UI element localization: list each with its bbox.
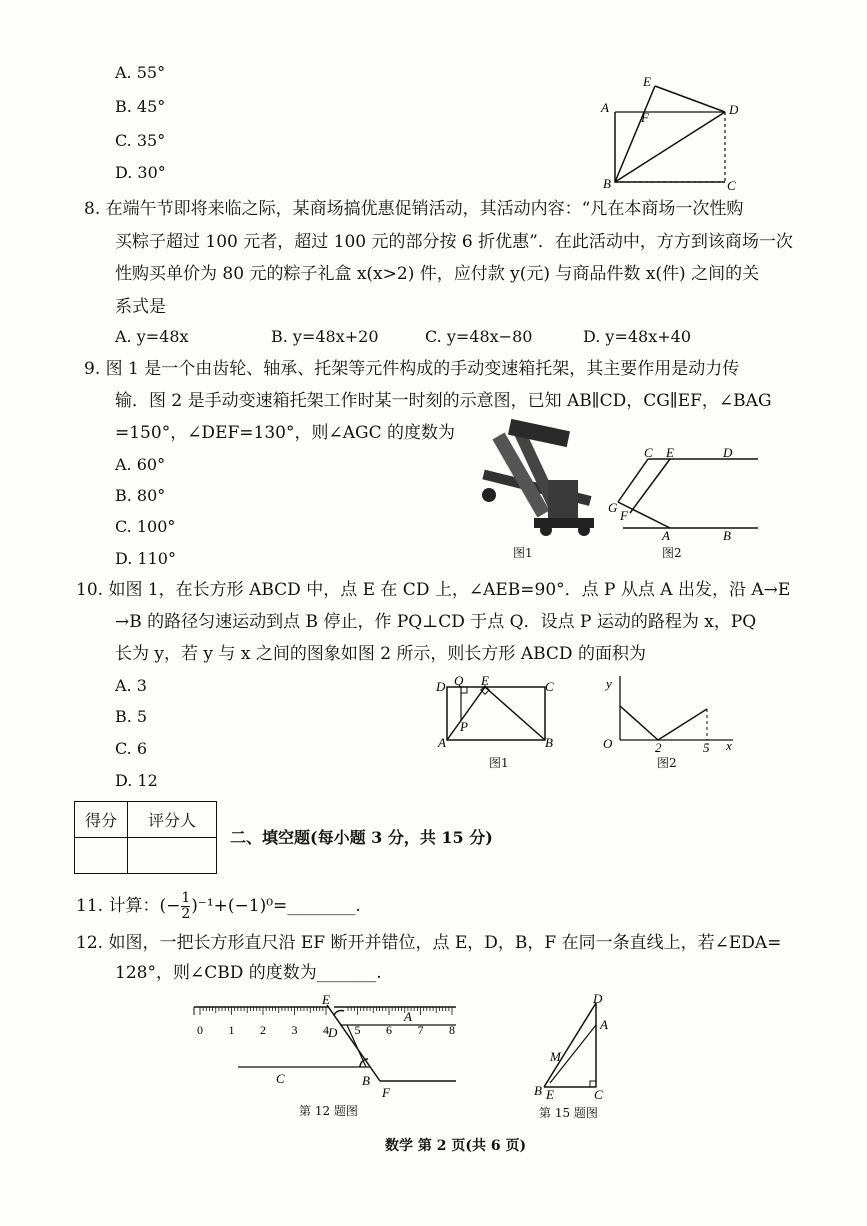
q11-answer-blank[interactable]: ________	[287, 896, 356, 916]
q10-axis-y: y	[606, 676, 612, 691]
q12-label-e: E	[322, 992, 330, 1007]
q10-fig1-caption: 图1	[489, 756, 509, 770]
q10-label-d: D	[436, 679, 446, 694]
q15-label-c: C	[594, 1087, 603, 1102]
q15-label-b: B	[534, 1083, 542, 1098]
q10-label-q: Q	[454, 673, 464, 688]
q9-line-3: =150°，∠DEF=130°，则∠AGC 的度数为	[115, 423, 455, 443]
q9-label-d: D	[723, 445, 733, 460]
q10-label-c: C	[545, 679, 554, 694]
q11-frac-den: 2	[181, 906, 191, 922]
q9-option-d: D. 110°	[115, 549, 176, 568]
q8-line-2: 买粽子超过 100 元者，超过 100 元的部分按 6 折优惠”．在此活动中，方方到该商场一次	[115, 232, 793, 252]
q9-option-c: C. 100°	[115, 517, 176, 536]
q10-option-d: D. 12	[115, 771, 158, 790]
ruler-tick-label: 2	[260, 1023, 266, 1037]
q9-label-g: G	[608, 500, 618, 515]
q8-option-b: B. y=48x+20	[271, 327, 379, 346]
q7-label-f: F	[641, 110, 649, 125]
q12-figure	[194, 992, 469, 1100]
q12-line-2: 128°，则∠CBD 的度数为	[115, 963, 317, 983]
q7-option-d: D. 30°	[115, 163, 166, 182]
score-cell	[75, 838, 128, 874]
q9-label-f: F	[620, 508, 628, 523]
q7-option-c: C. 35°	[115, 131, 166, 150]
q12-label-c: C	[276, 1071, 285, 1086]
q8-line-3: 性购买单价为 80 元的粽子礼盒 x(x>2) 件，应付款 y(元) 与商品件数 x(件) 之间的关	[115, 264, 760, 284]
q10-option-c: C. 6	[115, 739, 148, 758]
q10-option-a: A. 3	[115, 676, 147, 695]
q15-label-d: D	[593, 991, 603, 1006]
q15-figure	[530, 991, 615, 1102]
page-footer: 数学 第 2 页(共 6 页)	[385, 1138, 527, 1154]
q12-label-d: D	[328, 1025, 338, 1040]
q10-tick-5: 5	[703, 740, 710, 755]
ruler-tick-label: 6	[386, 1023, 392, 1037]
q9-fig1-caption: 图1	[513, 546, 533, 560]
ruler-tick-label: 5	[354, 1023, 361, 1037]
q15-label-e: E	[546, 1087, 554, 1102]
score-table	[74, 801, 217, 874]
q12-line-1: 12. 如图，一把长方形直尺沿 EF 断开并错位，点 E，D，B，F 在同一条直线上，若∠EDA=	[76, 933, 782, 953]
q9-fig2-caption: 图2	[662, 546, 682, 560]
q9-line-2: 输．图 2 是手动变速箱托架工作时某一时刻的示意图，已知 AB∥CD，CG∥EF，∠BAG	[115, 391, 772, 411]
ruler-tick-label: 7	[417, 1023, 424, 1037]
ruler-tick-label: 1	[228, 1023, 235, 1037]
q12-label-b: B	[362, 1073, 370, 1088]
q11-suffix: )⁻¹+(−1)⁰=	[191, 896, 288, 916]
q9-figure-2	[608, 442, 768, 542]
q12-end: .	[376, 963, 382, 983]
section-2-title: 二、填空题(每小题 3 分，共 15 分)	[230, 828, 493, 847]
q9-label-c: C	[644, 445, 653, 460]
q8-option-c: C. y=48x−80	[425, 327, 533, 346]
q10-option-b: B. 5	[115, 707, 148, 726]
q7-option-a: A. 55°	[115, 63, 166, 82]
q15-label-m: M	[550, 1049, 561, 1064]
q15-label-a: A	[600, 1017, 608, 1032]
ruler-tick-label: 3	[291, 1023, 298, 1037]
q12-label-a: A	[404, 1009, 412, 1024]
q10-label-a: A	[438, 735, 446, 750]
q9-option-b: B. 80°	[115, 486, 166, 505]
q8-option-a: A. y=48x	[115, 327, 189, 346]
score-header: 得分	[75, 802, 128, 838]
q9-jack-photo	[474, 420, 604, 545]
q10-fig2-caption: 图2	[657, 756, 677, 770]
q7-label-d: D	[729, 102, 739, 117]
q9-label-b: B	[723, 528, 731, 543]
grader-header: 评分人	[128, 802, 217, 838]
q10-tick-2: 2	[655, 740, 662, 755]
q11-prefix: 11. 计算：(−	[76, 896, 181, 916]
q10-line-2: →B 的路径匀速运动到点 B 停止，作 PQ⊥CD 于点 Q．设点 P 运动的路程为 x，PQ	[115, 612, 757, 632]
q10-origin: O	[603, 736, 613, 751]
q7-option-b: B. 45°	[115, 97, 166, 116]
q11-end: .	[355, 896, 361, 916]
ruler-tick-label: 4	[323, 1023, 329, 1037]
q7-label-b: B	[603, 176, 611, 191]
q10-figure-2	[598, 672, 743, 757]
q7-label-c: C	[727, 178, 736, 193]
q11-frac-num: 1	[181, 890, 191, 906]
q8-line-1: 8. 在端午节即将来临之际，某商场搞优惠促销活动，其活动内容：“凡在本商场一次性购	[84, 199, 744, 219]
q9-line-1: 9. 图 1 是一个由齿轮、轴承、托架等元件构成的手动变速箱托架，其主要作用是动力传	[84, 359, 740, 379]
q10-line-3: 长为 y，若 y 与 x 之间的图象如图 2 所示，则长方形 ABCD 的面积为	[115, 644, 646, 664]
q10-label-b: B	[545, 735, 553, 750]
q10-label-p: P	[460, 719, 468, 734]
q8-option-d: D. y=48x+40	[583, 327, 692, 346]
q12-answer-blank[interactable]: _______	[316, 963, 377, 983]
q7-label-a: A	[601, 100, 609, 115]
q11-line	[76, 891, 361, 922]
q9-label-a: A	[662, 528, 670, 543]
ruler-tick-label: 0	[197, 1023, 203, 1037]
q9-option-a: A. 60°	[115, 455, 166, 474]
q12-caption: 第 12 题图	[299, 1104, 358, 1118]
q12-label-f: F	[382, 1085, 390, 1100]
ruler-tick-label: 8	[449, 1023, 455, 1037]
q10-figure-1	[435, 675, 565, 755]
q7-figure	[595, 72, 745, 197]
q12-line-2-wrap	[115, 962, 382, 984]
q10-line-1: 10. 如图 1，在长方形 ABCD 中，点 E 在 CD 上，∠AEB=90°．点 P 从点 A 出发，沿 A→E	[76, 580, 791, 600]
q7-label-e: E	[643, 74, 651, 89]
q10-label-e: E	[481, 673, 489, 688]
q9-label-e: E	[666, 445, 674, 460]
q15-caption: 第 15 题图	[539, 1106, 598, 1120]
grader-cell	[128, 838, 217, 874]
q8-line-4: 系式是	[115, 297, 166, 317]
q10-axis-x: x	[726, 738, 732, 753]
q11-fraction	[181, 891, 190, 922]
